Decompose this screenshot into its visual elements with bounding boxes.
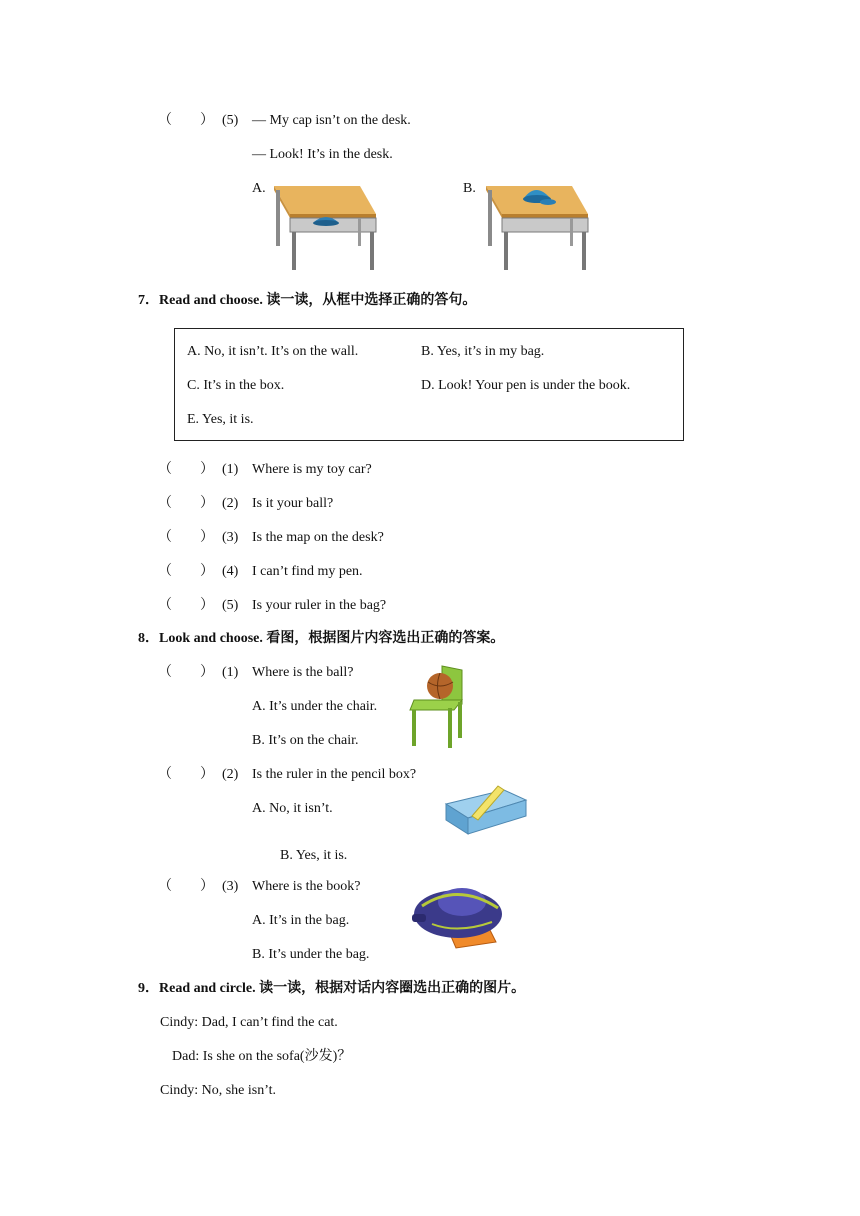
question-text: Where is my toy car?: [252, 462, 372, 477]
option-a: A. No, it isn’t.: [252, 801, 333, 816]
question-number: (1): [222, 665, 239, 680]
question-number: (3): [222, 879, 239, 894]
desk-cap-in-desk-image: [268, 182, 380, 272]
section-title: 7．Read and choose. 读一读，从框中选择正确的答句。: [138, 293, 477, 308]
question-text: Where is the ball?: [252, 665, 354, 680]
option-item: D. Look! Your pen is under the book.: [421, 378, 631, 393]
question-text: Is the map on the desk?: [252, 530, 384, 545]
option-b: B. It’s on the chair.: [252, 733, 359, 748]
book-under-bag-image: [408, 880, 506, 952]
option-item: A. No, it isn’t. It’s on the wall.: [187, 344, 359, 359]
option-a: A. It’s in the bag.: [252, 913, 350, 928]
question-number: (5): [222, 113, 239, 128]
answer-paren-close: ）: [200, 530, 214, 545]
option-a: A. It’s under the chair.: [252, 699, 378, 714]
option-a-label: A.: [252, 181, 266, 196]
question-text: Where is the book?: [252, 879, 361, 894]
section-title: 9．Read and circle. 读一读，根据对话内容圈选出正确的图片。: [138, 981, 526, 996]
ball-on-chair-image: [408, 664, 468, 750]
option-b: B. It’s under the bag.: [252, 947, 370, 962]
question-number: (2): [222, 496, 239, 511]
answer-paren-close: ）: [200, 665, 214, 680]
answer-paren-close: ）: [200, 462, 214, 477]
option-item: E. Yes, it is.: [187, 412, 254, 427]
desk-cap-on-desk-image: [480, 182, 592, 272]
question-number: (3): [222, 530, 239, 545]
answer-paren-close: ）: [200, 564, 214, 579]
answer-paren-close: ）: [200, 598, 214, 613]
pencil-box-ruler-image: [444, 782, 528, 838]
answer-paren-open: （: [158, 767, 172, 782]
section-title: 8．Look and choose. 看图，根据图片内容选出正确的答案。: [138, 631, 505, 646]
question-number: (4): [222, 564, 239, 579]
option-b-label: B.: [463, 181, 476, 196]
question-number: (5): [222, 598, 239, 613]
answer-paren-close: ）: [200, 496, 214, 511]
answer-paren-open: （: [158, 598, 172, 613]
answer-paren-close: ）: [200, 767, 214, 782]
answer-paren-open: （: [158, 879, 172, 894]
question-text: Is it your ball?: [252, 496, 334, 511]
answer-paren-close: ）: [200, 113, 214, 128]
dialogue-line: Dad: Is she on the sofa(沙发)？: [172, 1049, 352, 1064]
question-text: Is your ruler in the bag?: [252, 598, 387, 613]
option-item: B. Yes, it’s in my bag.: [421, 344, 545, 359]
answer-paren-open: （: [158, 496, 172, 511]
answer-paren-close: ）: [200, 879, 214, 894]
answer-paren-open: （: [158, 113, 172, 128]
question-number: (2): [222, 767, 239, 782]
option-item: C. It’s in the box.: [187, 378, 285, 393]
question-text: Is the ruler in the pencil box?: [252, 767, 417, 782]
answer-paren-open: （: [158, 462, 172, 477]
question-number: (1): [222, 462, 239, 477]
answer-paren-open: （: [158, 564, 172, 579]
option-b: B. Yes, it is.: [280, 848, 348, 863]
answer-paren-open: （: [158, 665, 172, 680]
answer-paren-open: （: [158, 530, 172, 545]
dialogue-line: Cindy: No, she isn’t.: [160, 1083, 277, 1098]
question-text: I can’t find my pen.: [252, 564, 363, 579]
dialogue-line: — Look! It’s in the desk.: [252, 147, 393, 162]
dialogue-line: — My cap isn’t on the desk.: [252, 113, 411, 128]
answer-options-box: [174, 328, 684, 441]
dialogue-line: Cindy: Dad, I can’t find the cat.: [160, 1015, 338, 1030]
